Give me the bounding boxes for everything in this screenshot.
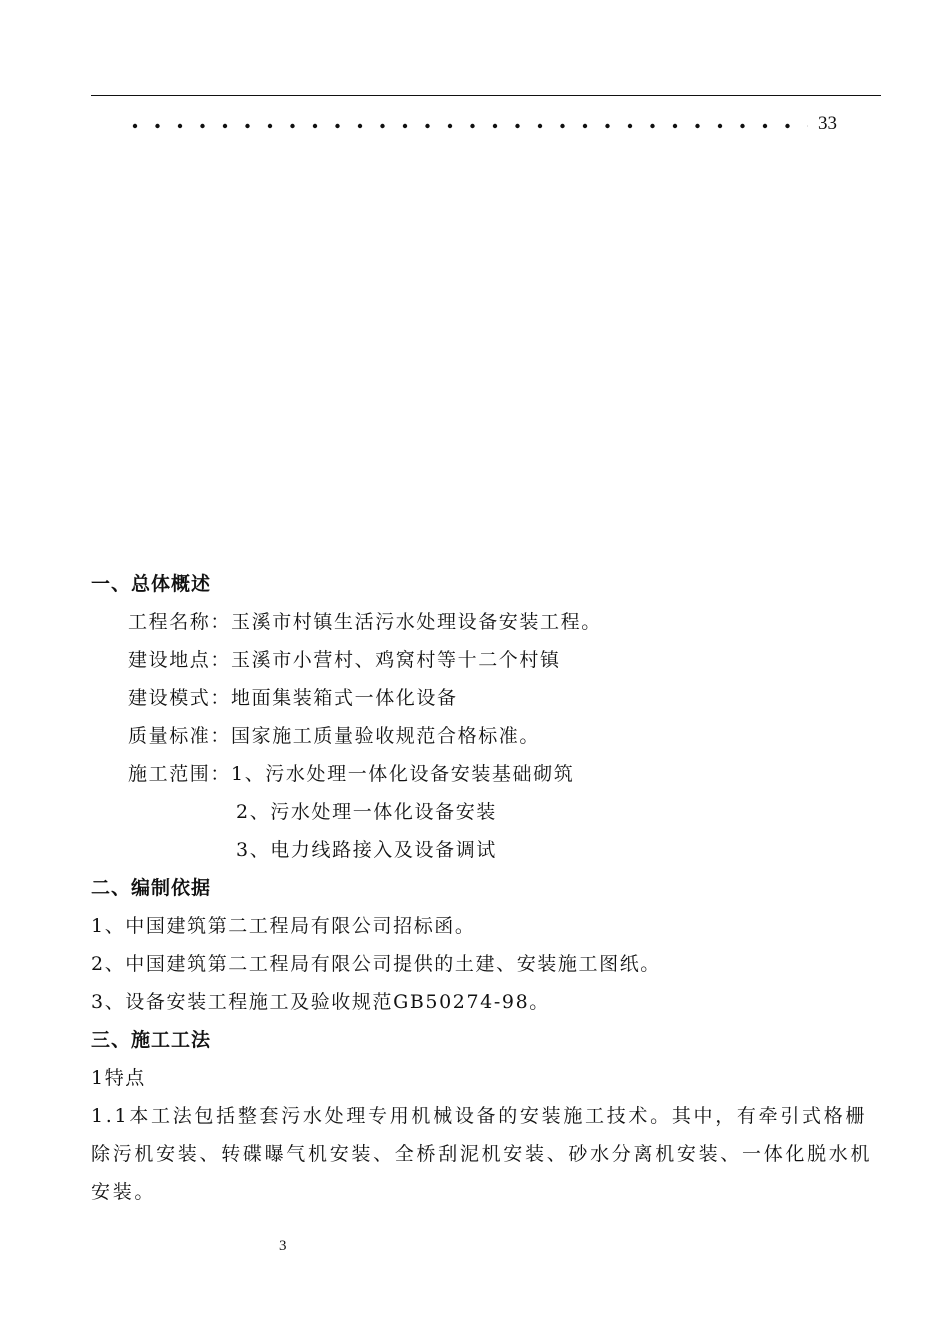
subsection-title: 1特点: [91, 1067, 146, 1089]
leader-dot: [358, 124, 362, 128]
leader-dot: [650, 124, 654, 128]
leader-dot: [223, 124, 227, 128]
leader-dot: [448, 124, 452, 128]
toc-entry[interactable]: [128, 112, 843, 138]
toc-leader-dots: [128, 121, 808, 131]
leader-dot: [200, 124, 204, 128]
construction-scope-item-3: 3、电力线路接入及设备调试: [236, 839, 497, 861]
section-heading-1: 一、总体概述: [91, 573, 212, 595]
leader-dot: [583, 124, 587, 128]
section-heading-3: 三、施工工法: [91, 1029, 212, 1051]
leader-dot: [155, 124, 159, 128]
leader-dot: [695, 124, 699, 128]
leader-dot: [605, 124, 609, 128]
leader-dot: [380, 124, 384, 128]
leader-dot: [245, 124, 249, 128]
project-location-line: 建设地点：玉溪市小营村、鸡窝村等十二个村镇: [128, 649, 561, 671]
leader-dot: [673, 124, 677, 128]
leader-dot: [403, 124, 407, 128]
header-rule: [91, 95, 881, 96]
leader-dot: [493, 124, 497, 128]
leader-dot: [133, 124, 137, 128]
section-heading-2: 二、编制依据: [91, 877, 212, 899]
leader-dot: [425, 124, 429, 128]
leader-dot: [178, 124, 182, 128]
page-number: 3: [279, 1238, 287, 1254]
leader-dot: [718, 124, 722, 128]
basis-item-2: 2、中国建筑第二工程局有限公司提供的土建、安装施工图纸。: [91, 953, 661, 975]
toc-page-ref: 33: [818, 113, 837, 134]
leader-dot: [785, 124, 789, 128]
leader-dot: [538, 124, 542, 128]
method-paragraph: 1.1本工法包括整套污水处理专用机械设备的安装施工技术。其中，有牵引式格栅除污机安装、转碟曝气机安装、全桥刮泥机安装、砂水分离机安装、一体化脱水机安装。: [91, 1105, 873, 1203]
construction-scope-item-2: 2、污水处理一体化设备安装: [236, 801, 497, 823]
basis-item-1: 1、中国建筑第二工程局有限公司招标函。: [91, 915, 476, 937]
leader-dot: [740, 124, 744, 128]
basis-item-3: 3、设备安装工程施工及验收规范GB50274-98。: [91, 991, 550, 1013]
leader-dot: [290, 124, 294, 128]
leader-dot: [560, 124, 564, 128]
construction-mode-line: 建设模式：地面集装箱式一体化设备: [128, 687, 458, 709]
leader-dot: [628, 124, 632, 128]
construction-scope-line: 施工范围：1、污水处理一体化设备安装基础砌筑: [128, 763, 575, 785]
document-body: [91, 565, 886, 1211]
leader-dot: [470, 124, 474, 128]
leader-dot: [515, 124, 519, 128]
leader-dot: [268, 124, 272, 128]
leader-dot: [335, 124, 339, 128]
project-name-line: 工程名称：玉溪市村镇生活污水处理设备安装工程。: [128, 611, 602, 633]
leader-dot: [313, 124, 317, 128]
leader-dot: [763, 124, 767, 128]
quality-standard-line: 质量标准：国家施工质量验收规范合格标准。: [128, 725, 541, 747]
